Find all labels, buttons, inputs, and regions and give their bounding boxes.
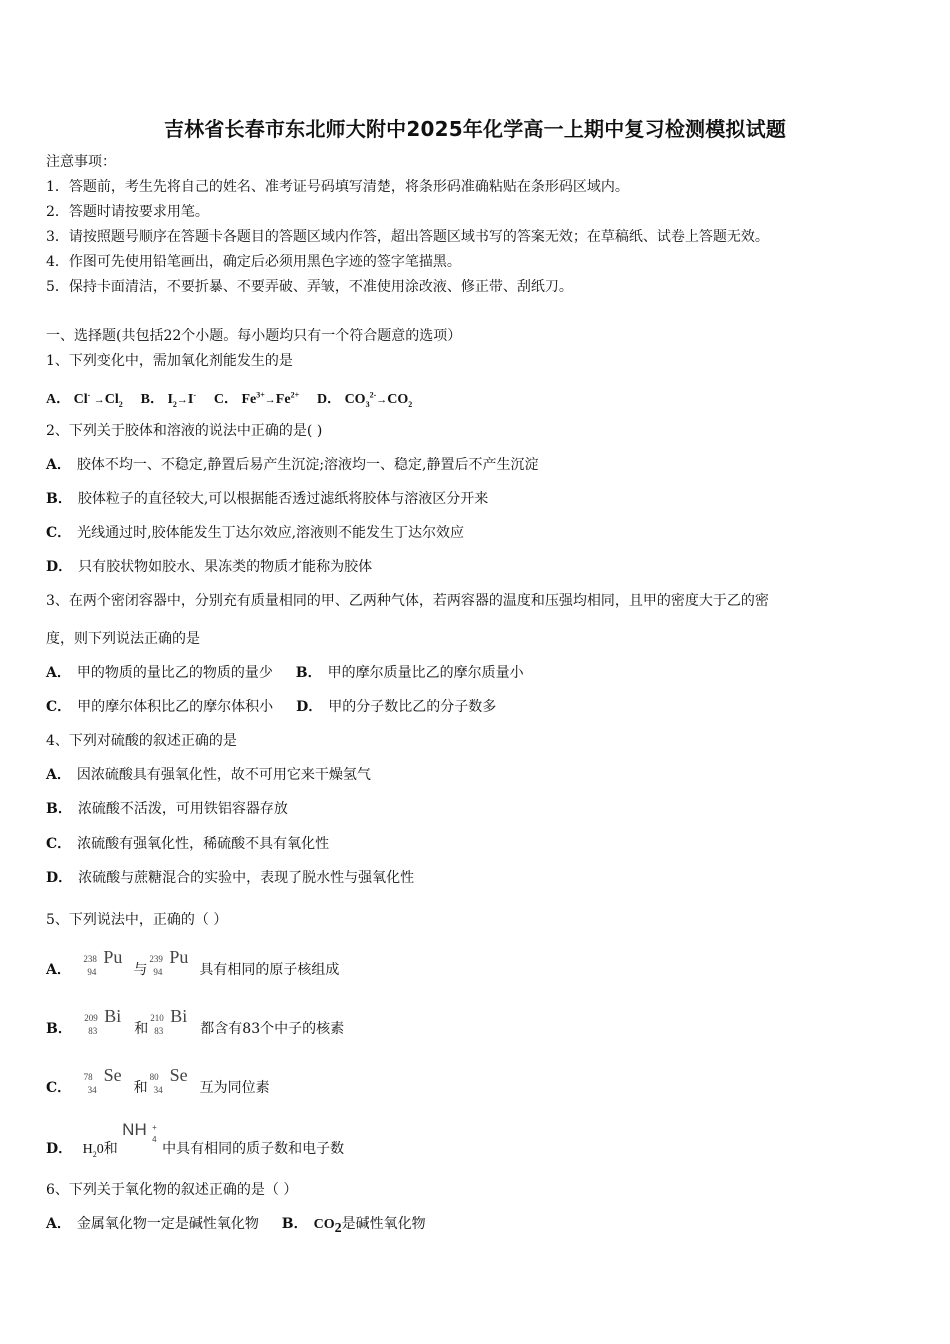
notice-heading: 注意事项： — [46, 154, 116, 170]
isotope-symbol: 80 34 Se — [149, 1065, 188, 1095]
option-a: A． 238 94 Pu 与 239 94 Pu 具有相同的原子核组成 — [46, 947, 340, 978]
notice-item: 1．答题前，考生先将自己的姓名、准考证号码填写清楚，将条形码准确粘贴在条形码区域内。 — [46, 179, 629, 195]
option-c: C． $Fe^{3+}\to Fe^{2+}$ — [213, 390, 300, 407]
option-c: C． 浓硫酸有强氧化性，稀硫酸不具有氧化性 — [46, 836, 330, 852]
notice-item: 4．作图可先使用铅笔画出，确定后必须用黑色字迹的签字笔描黑。 — [46, 254, 461, 270]
option-a: A． 甲的物质的量比乙的物质的量少 — [46, 665, 273, 681]
question-3-stem: 3、在两个密闭容器中，分别充有质量相同的甲、乙两种气体，若两容器的温度和压强均相同，且甲的密度大于乙的密 — [46, 593, 769, 609]
question-3-options-ab — [46, 664, 524, 682]
isotope-symbol: 78 34 Se — [83, 1065, 122, 1095]
option-b: B． $I_2\to I^-$ — [140, 390, 197, 409]
option-b: B． $CO_2$是碱性氧化物 — [281, 1216, 426, 1236]
option-d: D． $CO_3^{2-}\to CO_2$ — [316, 390, 413, 409]
section-heading: 一、选择题(共包括22个小题。每小题均只有一个符合题意的选项） — [46, 328, 462, 344]
question-3-stem-cont: 度，则下列说法正确的是 — [46, 631, 200, 647]
isotope-symbol: 238 94 Pu — [83, 947, 123, 977]
notice-item: 3．请按照题号顺序在答题卡各题目的答题区域内作答，超出答题区域书写的答案无效；在草稿纸、试卷上答题无效。 — [46, 229, 769, 245]
question-4-stem: 4、下列对硫酸的叙述正确的是 — [46, 733, 237, 749]
option-d: D． 只有胶状物如胶水、果冻类的物质才能称为胶体 — [46, 559, 373, 575]
page-title: 吉林省长春市东北师大附中2025年化学高一上期中复习检测模拟试题 — [163, 117, 787, 141]
option-a: A． 胶体不均一、不稳定,静置后易产生沉淀;溶液均一、稳定,静置后不产生沉淀 — [46, 457, 539, 473]
isotope-symbol: 209 83 Bi — [84, 1006, 122, 1036]
question-1-options — [46, 386, 412, 413]
notice-item: 2．答题时请按要求用笔。 — [46, 204, 209, 220]
option-a: A． 金属氧化物一定是碱性氧化物 — [46, 1216, 259, 1232]
question-3-options-cd — [46, 698, 496, 716]
notice-item: 5．保持卡面清洁，不要折暴、不要弄破、弄皱，不准使用涂改液、修正带、刮纸刀。 — [46, 279, 573, 295]
option-a: A． $Cl^- \to Cl_2$ — [46, 390, 123, 409]
isotope-symbol: 210 83 Bi — [150, 1006, 188, 1036]
question-5-stem: 5、下列说法中，正确的（ ） — [46, 912, 228, 928]
option-b: B． 209 83 Bi 和 210 83 Bi 都含有83个中子的核素 — [46, 1006, 345, 1037]
option-c: C． 甲的摩尔体积比乙的摩尔体积小 — [46, 699, 274, 715]
question-2-stem: 2、下列关于胶体和溶液的说法中正确的是( ) — [46, 423, 323, 439]
option-d: D． $H_20$和 NH + 4 中具有相同的质子数和电子数 — [46, 1120, 345, 1159]
ammonium-symbol: NH + 4 — [122, 1120, 157, 1144]
option-c: C． 光线通过时,胶体能发生丁达尔效应,溶液则不能发生丁达尔效应 — [46, 525, 465, 541]
option-d: D． 浓硫酸与蔗糖混合的实验中，表现了脱水性与强氧化性 — [46, 870, 415, 886]
option-d: D． 甲的分子数比乙的分子数多 — [296, 699, 497, 715]
question-1-stem: 1、下列变化中，需加氧化剂能发生的是 — [46, 353, 293, 369]
option-b: B． 浓硫酸不活泼，可用铁铝容器存放 — [46, 801, 288, 817]
option-b: B． 甲的摩尔质量比乙的摩尔质量小 — [295, 665, 524, 681]
option-a: A． 因浓硫酸具有强氧化性，故不可用它来干燥氢气 — [46, 767, 371, 783]
option-b: B． 胶体粒子的直径较大,可以根据能否透过滤纸将胶体与溶液区分开来 — [46, 491, 489, 507]
isotope-symbol: 239 94 Pu — [149, 947, 189, 977]
question-6-options-ab — [46, 1215, 426, 1238]
question-6-stem: 6、下列关于氧化物的叙述正确的是（ ） — [46, 1182, 298, 1198]
option-c: C． 78 34 Se 和 80 34 Se 互为同位素 — [46, 1065, 270, 1096]
